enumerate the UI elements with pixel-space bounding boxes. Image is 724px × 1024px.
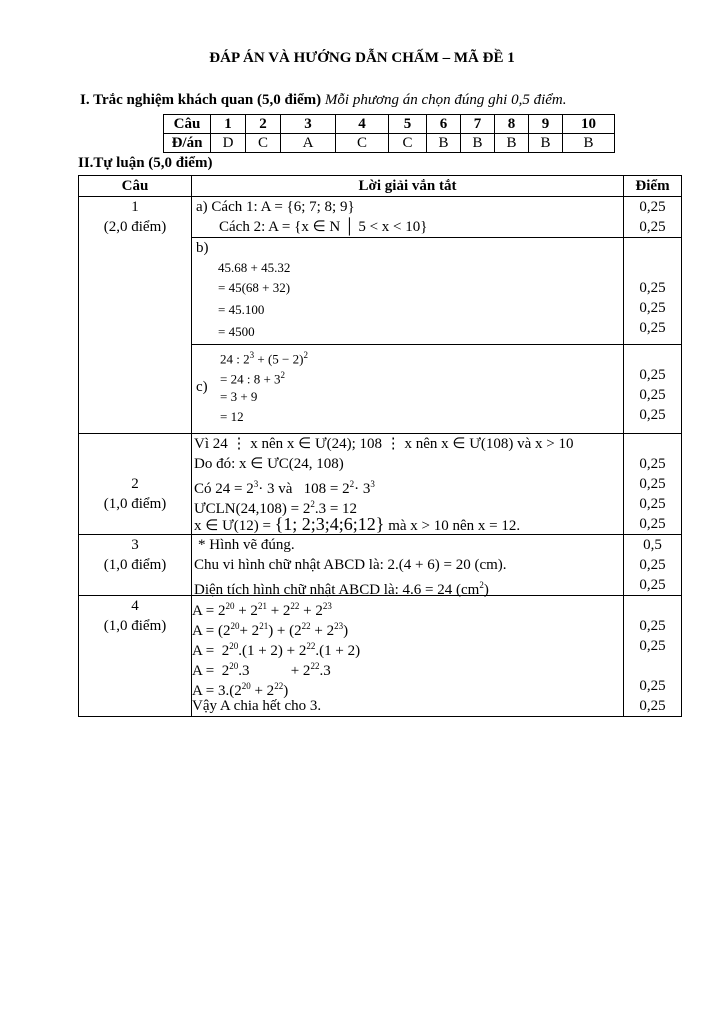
answer-cell: B xyxy=(495,134,529,153)
question-number: 3 xyxy=(281,115,336,134)
q4-line1: $A = 2^{20} + 2^{21} + 2^{22} + 2^{23}$ xyxy=(192,601,332,619)
q1-label-cell xyxy=(79,197,192,434)
point-value: 0,25 xyxy=(639,280,666,296)
point-value: 0,25 xyxy=(639,698,666,714)
q4-line5: $A = 3.(2^{20} + 2^{22})$ xyxy=(192,681,289,699)
question-number: 9 xyxy=(529,115,563,134)
q4-label-cell xyxy=(79,596,192,717)
q1-points-total: (2,0 điểm) xyxy=(103,219,167,235)
question-number: 5 xyxy=(389,115,427,134)
q4-solution xyxy=(192,596,624,717)
q1c-line0: 24 : $2^3 + (5 - 2)^2$ xyxy=(220,350,308,367)
q4-line3: $A = 2^{20}.(1 + 2) + 2^{22}.(1 + 2)$ xyxy=(192,641,361,659)
q2-points-total: (1,0 điểm) xyxy=(103,496,167,512)
point-value: 0,25 xyxy=(639,516,666,532)
essay-table xyxy=(78,175,682,717)
section1-heading-line xyxy=(80,92,567,109)
q1c-line1: = 24 : $8 + 3^2$ xyxy=(220,370,286,387)
q4-row xyxy=(79,596,682,717)
q1c-line2: = 3 + 9 xyxy=(220,389,258,404)
answer-cell: B xyxy=(529,134,563,153)
point-value: 0,25 xyxy=(639,320,666,336)
q1c-points xyxy=(624,345,682,434)
q1b-line: = 4500 xyxy=(218,324,255,339)
q3-row xyxy=(79,535,682,596)
q2-line5-set: {1; 2;3;4;6;12} xyxy=(274,514,385,534)
q3-points-total: (1,0 điểm) xyxy=(103,557,167,573)
point-value: 0,25 xyxy=(639,476,666,492)
q1b-line: = 45(68 + 32) xyxy=(218,280,291,295)
answer-cell: B xyxy=(461,134,495,153)
q1b-solution xyxy=(192,238,624,345)
q1a-line2: Cách 2: A = {x ∈ N │ 5 < x < 10} xyxy=(219,219,428,235)
section1-heading: I. Trắc nghiệm khách quan (5,0 điểm) xyxy=(80,92,322,108)
point-value: 0,25 xyxy=(639,618,666,634)
section2-heading: II.Tự luận (5,0 điểm) xyxy=(78,155,213,171)
q2-points xyxy=(624,434,682,535)
q1a-points xyxy=(624,197,682,238)
q2-label-cell xyxy=(79,434,192,535)
answer-table xyxy=(163,114,615,153)
answer-row xyxy=(164,134,615,153)
q3-points xyxy=(624,535,682,596)
q2-number: 2 xyxy=(131,476,139,492)
q1-number: 1 xyxy=(131,199,139,215)
point-value: 0,25 xyxy=(639,219,666,235)
point-value: 0,25 xyxy=(639,300,666,316)
q4-points xyxy=(624,596,682,717)
question-number: 4 xyxy=(336,115,389,134)
q2-line1: Vì 24 ⋮ x nên x ∈ Ư(24); 108 ⋮ x nên x ∈ Ư(108) và x > 10 xyxy=(194,436,574,452)
q1c-line3: = 12 xyxy=(220,409,244,424)
q1c-line1-text: = 24 : 8 + 3 xyxy=(220,371,281,387)
q1b-points xyxy=(624,238,682,345)
q3-number: 3 xyxy=(131,537,139,553)
answer-cell: C xyxy=(336,134,389,153)
point-value: 0,25 xyxy=(639,407,666,423)
q1b-label: b) xyxy=(196,240,209,256)
q2-line2: Do đó: x ∈ ƯC(24, 108) xyxy=(194,456,344,472)
q1b-line: 45.68 + 45.32 xyxy=(218,260,291,275)
answer-header-row xyxy=(164,115,615,134)
q1-row-a xyxy=(79,197,682,238)
answer-cell: C xyxy=(246,134,281,153)
point-value: 0,25 xyxy=(639,557,666,573)
question-number: 8 xyxy=(495,115,529,134)
answer-row-label: Đ/án xyxy=(164,134,211,153)
q1c-label: c) xyxy=(196,379,208,395)
q3-line1: * Hình vẽ đúng. xyxy=(198,537,295,553)
answer-cell: B xyxy=(563,134,615,153)
answer-cell: B xyxy=(427,134,461,153)
question-number: 7 xyxy=(461,115,495,134)
answer-cell: D xyxy=(211,134,246,153)
section1-note: Mỗi phương án chọn đúng ghi 0,5 điểm. xyxy=(324,92,567,108)
q2-line5-a: x ∈ Ư(12) = xyxy=(194,518,275,534)
q4-line6: Vậy A chia hết cho 3. xyxy=(192,698,322,714)
answer-cell: A xyxy=(281,134,336,153)
q4-points-total: (1,0 điểm) xyxy=(103,618,167,634)
q3-line2: Chu vi hình chữ nhật ABCD là: 2.(4 + 6) = 20 (cm). xyxy=(194,557,507,573)
question-number: 2 xyxy=(246,115,281,134)
q1a-line1: a) Cách 1: A = {6; 7; 8; 9} xyxy=(196,199,355,215)
q3-line3: Diện tích hình chữ nhật ABCD là: 4.6 = 24 $(cm^2)$ xyxy=(194,580,489,598)
point-value: 0,25 xyxy=(639,638,666,654)
answer-header-label: Câu xyxy=(164,115,211,134)
q4-number: 4 xyxy=(131,598,139,614)
point-value: 0,25 xyxy=(639,367,666,383)
point-value: 0,25 xyxy=(639,577,666,593)
q2-line4: ƯCLN(24,108) = $2^2.3 = 12$ xyxy=(194,499,358,517)
point-value: 0,25 xyxy=(639,387,666,403)
q1c-solution xyxy=(192,345,624,434)
q2-solution xyxy=(192,434,624,535)
page-title: ĐÁP ÁN VÀ HƯỚNG DẪN CHẤM – MÃ ĐỀ 1 xyxy=(209,50,515,66)
q1b-line: = 45.100 xyxy=(218,302,265,317)
answer-cell: C xyxy=(389,134,427,153)
col-solution-header: Lời giải vắn tắt xyxy=(192,176,624,197)
q4-line4: $A = 2^{20}.3$ + $2^{22}.3$ xyxy=(192,661,331,679)
point-value: 0,25 xyxy=(639,199,666,215)
point-value: 0,25 xyxy=(639,456,666,472)
q2-row xyxy=(79,434,682,535)
question-number: 6 xyxy=(427,115,461,134)
q3-solution xyxy=(192,535,624,596)
col-points-header: Điểm xyxy=(624,176,682,197)
q2-line3: Có $24 = 2^3\cdot 3$ và $108 = 2^2\cdot 3^3$ xyxy=(194,479,375,497)
point-value: 0,5 xyxy=(643,537,662,553)
question-number: 10 xyxy=(563,115,615,134)
q3-label-cell xyxy=(79,535,192,596)
q2-line5 xyxy=(194,514,623,534)
question-number: 1 xyxy=(211,115,246,134)
q1a-solution xyxy=(192,197,624,238)
point-spacer xyxy=(624,656,681,676)
point-value: 0,25 xyxy=(639,678,666,694)
col-question-header: Câu xyxy=(79,176,192,197)
q2-line5-c: mà x > 10 nên x = 12. xyxy=(384,518,521,534)
q4-line2: $A = (2^{20}+ 2^{21}) + (2^{22} + 2^{23})$ xyxy=(192,621,349,639)
essay-header-row xyxy=(79,176,682,197)
point-value: 0,25 xyxy=(639,496,666,512)
